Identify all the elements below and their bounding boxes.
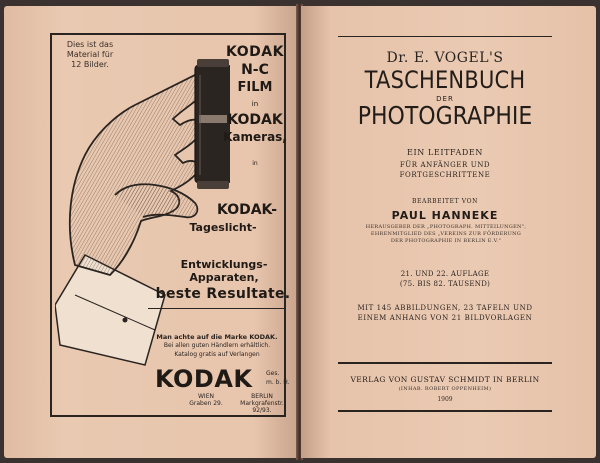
publisher-rule-bottom bbox=[338, 410, 552, 412]
title-taschenbuch: TASCHENBUCH bbox=[364, 66, 526, 94]
film-text: FILM bbox=[237, 80, 273, 95]
berlin-city: BERLIN bbox=[251, 393, 273, 400]
kodak-tageslicht-2: Tageslicht- bbox=[189, 221, 257, 234]
editor-credential-3: DER PHOTOGRAPHIE IN BERLIN E.V." bbox=[390, 238, 502, 244]
address-wien bbox=[184, 393, 228, 407]
edition-thousand: (75. BIS 82. TAUSEND) bbox=[399, 280, 491, 288]
in-text-2: in bbox=[252, 160, 258, 167]
note-line-2: Material für bbox=[66, 50, 114, 59]
entwicklungs-apparaten: Entwicklungs-Apparaten, bbox=[180, 258, 268, 284]
wien-street: Graben 29. bbox=[189, 400, 223, 407]
beste-resultate: beste Resultate. bbox=[155, 286, 291, 302]
kodak-logo-text: KODAK bbox=[155, 365, 253, 393]
editor-name: PAUL HANNEKE bbox=[391, 209, 499, 222]
kodak-tageslicht-1: KODAK- bbox=[216, 202, 278, 218]
subtitle-anfaenger: FÜR ANFÄNGER UND bbox=[399, 161, 491, 169]
publisher-name: VERLAG VON GUSTAV SCHMIDT IN BERLIN bbox=[350, 375, 540, 384]
subtitle-fortgeschrittene: FORTGESCHRITTENE bbox=[399, 171, 491, 179]
kameras-text: Kameras, bbox=[223, 130, 287, 144]
kodak-word-1: KODAK bbox=[226, 44, 284, 60]
edition-line: 21. UND 22. AUFLAGE bbox=[400, 270, 490, 278]
ad-notice-1: Man achte auf die Marke KODAK. bbox=[156, 333, 278, 341]
illustrations-line-2: EINEM ANHANG VON 21 BILDVORLAGEN bbox=[357, 314, 533, 322]
title-der: DER bbox=[436, 95, 454, 103]
note-line-3: 12 Bilder. bbox=[71, 60, 109, 69]
publisher-owner: (INHAB. ROBERT OPPENHEIM) bbox=[398, 386, 492, 392]
editor-credential-2: EHRENMITGLIED DES „VEREINS ZUR FÖRDERUNG bbox=[370, 231, 522, 237]
ad-notice-3: Katalog gratis auf Verlangen bbox=[174, 351, 260, 358]
publisher-rule-top bbox=[338, 362, 552, 364]
suffix-line-1: Ges. bbox=[266, 370, 280, 377]
wien-city: WIEN bbox=[198, 393, 214, 400]
edited-by: BEARBEITET VON bbox=[412, 198, 478, 205]
editor-credential-1: HERAUSGEBER DER „PHOTOGRAPH. MITTEILUNGEN", bbox=[365, 224, 527, 230]
address-berlin bbox=[235, 393, 289, 414]
ad-notice-2: Bei allen guten Händlern erhältlich. bbox=[163, 342, 271, 349]
note-line-1: Dies ist das bbox=[66, 40, 114, 49]
top-rule bbox=[338, 36, 552, 37]
subtitle-leitfaden: EIN LEITFADEN bbox=[407, 148, 483, 157]
suffix-line-2: m. b. H. bbox=[266, 379, 290, 386]
in-text-1: in bbox=[251, 100, 259, 108]
ad-rule bbox=[148, 308, 284, 309]
publication-year: 1909 bbox=[437, 396, 453, 403]
illustrations-line-1: MIT 145 ABBILDUNGEN, 23 TAFELN UND bbox=[357, 304, 533, 312]
company-suffix bbox=[266, 369, 290, 387]
berlin-street: Markgrafenstr. 92/93. bbox=[240, 400, 284, 414]
title-photographie: PHOTOGRAPHIE bbox=[357, 102, 533, 131]
author-line: Dr. E. VOGEL'S bbox=[386, 50, 504, 66]
nc-text: N-C bbox=[241, 62, 269, 78]
kodak-word-2: KODAK bbox=[227, 112, 283, 128]
